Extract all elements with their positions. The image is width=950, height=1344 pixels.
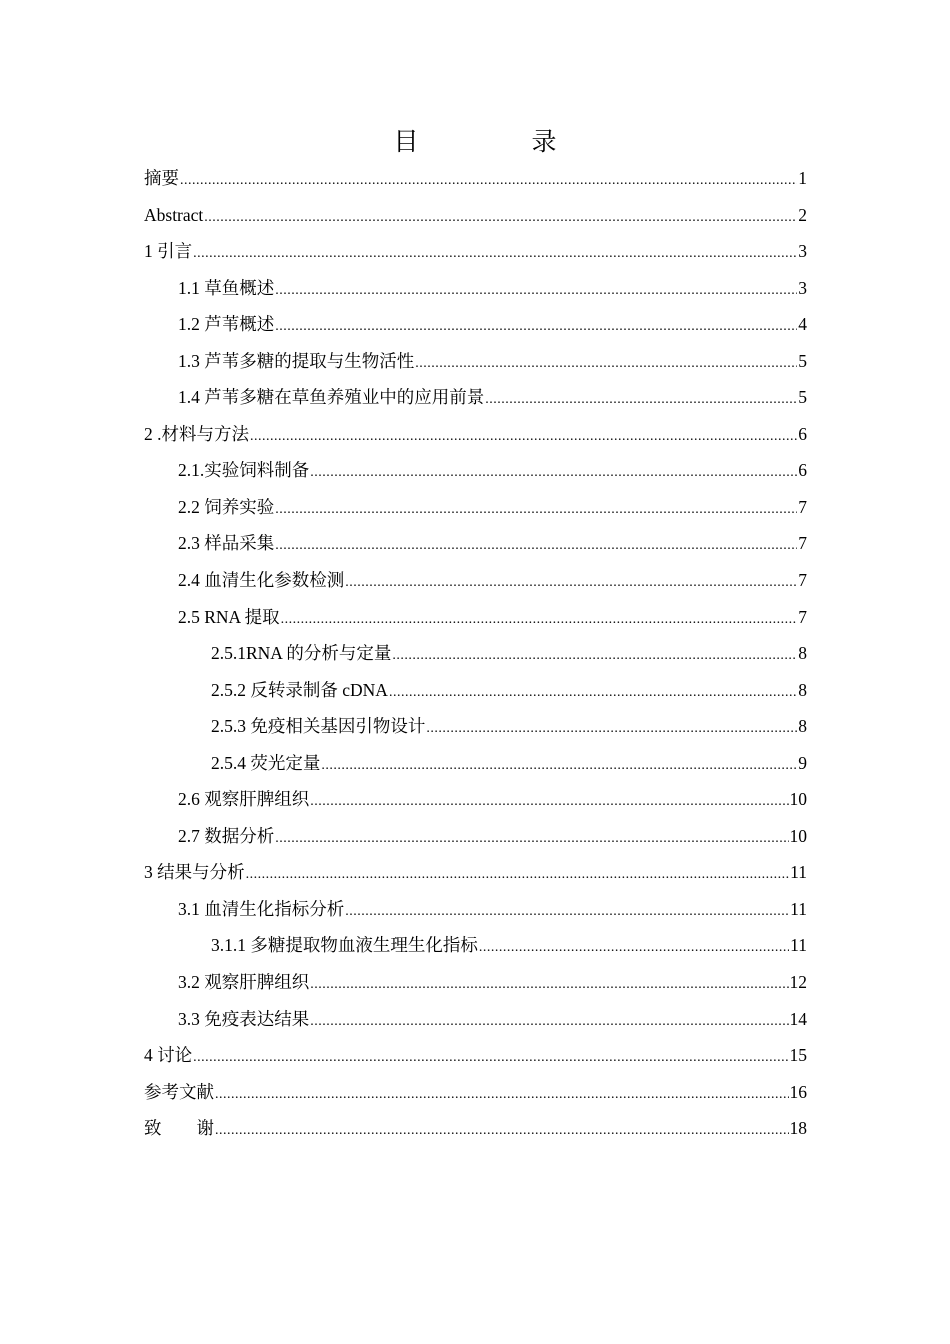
toc-entry-label: 2.5.3 免疫相关基因引物设计 — [211, 716, 426, 737]
toc-entry[interactable] — [144, 927, 807, 964]
toc-entry[interactable] — [144, 343, 807, 380]
toc-entry-label: 2.3 样品采集 — [178, 533, 275, 554]
toc-dot-leader — [250, 419, 797, 456]
toc-dot-leader — [275, 492, 797, 529]
toc-dot-leader — [321, 748, 797, 785]
toc-dot-leader — [345, 894, 789, 931]
toc-page-number: 18 — [789, 1118, 807, 1139]
toc-entry[interactable] — [144, 452, 807, 489]
toc-page-number: 5 — [798, 387, 807, 408]
toc-entry[interactable] — [144, 1037, 807, 1074]
toc-entry-label: 摘要 — [144, 168, 179, 188]
toc-dot-leader — [310, 784, 788, 821]
toc-entry[interactable] — [144, 270, 807, 307]
toc-entry-label: 3.2 观察肝脾组织 — [178, 972, 310, 993]
toc-entry-label: 1.1 草鱼概述 — [178, 277, 275, 298]
toc-entry[interactable] — [144, 1001, 807, 1038]
toc-dot-leader — [275, 309, 797, 346]
toc-dot-leader — [389, 675, 797, 712]
toc-entry-label: Abstract — [144, 204, 204, 225]
toc-page-number: 10 — [789, 825, 807, 846]
toc-dot-leader — [193, 1040, 788, 1077]
toc-entry[interactable] — [144, 489, 807, 526]
toc-entry-label: 4 讨论 — [144, 1045, 193, 1066]
toc-entry[interactable] — [144, 562, 807, 599]
toc-dot-leader — [426, 711, 797, 748]
toc-page-number: 2 — [798, 204, 807, 225]
toc-entry-label: 2.2 饲养实验 — [178, 496, 275, 517]
toc-page-number: 7 — [798, 570, 807, 591]
toc-entry[interactable] — [144, 854, 807, 891]
toc-entry[interactable] — [144, 416, 807, 453]
toc-dot-leader — [479, 930, 789, 967]
toc-page-number: 6 — [798, 460, 807, 481]
toc-entry-label: 1.4 芦苇多糖在草鱼养殖业中的应用前景 — [178, 387, 485, 408]
toc-dot-leader — [392, 638, 797, 675]
toc-entry[interactable] — [144, 745, 807, 782]
toc-page-number: 8 — [798, 716, 807, 737]
toc-entry[interactable] — [144, 818, 807, 855]
toc-page-number: 7 — [798, 606, 807, 627]
toc-entry-label: 2.5.1RNA 的分析与定量 — [211, 643, 392, 664]
toc-entry[interactable] — [144, 672, 807, 709]
toc-dot-leader — [485, 382, 797, 419]
toc-dot-leader — [310, 967, 788, 1004]
toc-page-number: 3 — [798, 277, 807, 298]
toc-dot-leader — [215, 1113, 789, 1150]
toc-page-number: 10 — [789, 789, 807, 810]
toc-entry-label: 2.4 血清生化参数检测 — [178, 570, 345, 591]
toc-page-number: 8 — [798, 679, 807, 700]
toc-entry-label: 2.5 RNA 提取 — [178, 606, 280, 627]
toc-entry[interactable] — [144, 599, 807, 636]
toc-page-number: 12 — [789, 972, 807, 993]
toc-entry-label: 1.2 芦苇概述 — [178, 314, 275, 335]
toc-dot-leader — [275, 273, 797, 310]
toc-page-number: 15 — [789, 1045, 807, 1066]
toc-dot-leader — [345, 565, 797, 602]
toc-entry-label: 2.5.2 反转录制备 cDNA — [211, 679, 388, 700]
toc-entry[interactable] — [144, 891, 807, 928]
toc-page-number: 5 — [798, 350, 807, 371]
toc-dot-leader — [415, 346, 797, 383]
toc-title: 目 录 — [393, 127, 601, 156]
toc-page-number: 11 — [790, 935, 807, 956]
toc-page-number: 1 — [798, 168, 807, 188]
toc-entry-label: 3.1.1 多糖提取物血液生理生化指标 — [211, 935, 478, 956]
toc-entry[interactable] — [144, 1110, 807, 1147]
toc-page-number: 4 — [798, 314, 807, 335]
toc-dot-leader — [215, 1077, 789, 1114]
toc-entry[interactable] — [144, 964, 807, 1001]
toc-dot-leader — [246, 857, 790, 894]
toc-list — [144, 160, 807, 1147]
toc-page-number: 7 — [798, 496, 807, 517]
toc-entry-label: 1.3 芦苇多糖的提取与生物活性 — [178, 350, 415, 371]
toc-page-number: 16 — [789, 1081, 807, 1102]
toc-dot-leader — [180, 163, 797, 200]
toc-entry[interactable] — [144, 379, 807, 416]
toc-entry-label: 2.5.4 荧光定量 — [211, 752, 321, 773]
toc-entry-label: 2.7 数据分析 — [178, 825, 275, 846]
toc-page-number: 11 — [790, 898, 807, 919]
toc-dot-leader — [275, 528, 797, 565]
toc-page-number: 8 — [798, 643, 807, 664]
toc-entry[interactable] — [144, 160, 807, 197]
toc-entry[interactable] — [144, 781, 807, 818]
toc-entry[interactable] — [144, 233, 807, 270]
toc-entry-label: 1 引言 — [144, 241, 193, 262]
toc-dot-leader — [275, 821, 788, 858]
toc-entry-label: 2 .材料与方法 — [144, 423, 249, 444]
toc-entry-label: 2.1.实验饲料制备 — [178, 460, 310, 481]
toc-page-number: 6 — [798, 423, 807, 444]
toc-dot-leader — [310, 455, 797, 492]
toc-entry[interactable] — [144, 525, 807, 562]
toc-entry-label: 参考文献 — [144, 1081, 214, 1102]
toc-entry-label: 致 谢 — [144, 1118, 214, 1139]
toc-dot-leader — [310, 1004, 788, 1041]
toc-page-number: 11 — [790, 862, 807, 883]
toc-entry[interactable] — [144, 708, 807, 745]
toc-page-number: 9 — [798, 752, 807, 773]
toc-dot-leader — [281, 602, 798, 639]
toc-entry[interactable] — [144, 306, 807, 343]
toc-dot-leader — [193, 236, 797, 273]
toc-page-number: 7 — [798, 533, 807, 554]
toc-entry[interactable] — [144, 635, 807, 672]
toc-entry-label: 3 结果与分析 — [144, 862, 245, 883]
toc-entry-label: 3.3 免疫表达结果 — [178, 1008, 310, 1029]
toc-entry-label: 2.6 观察肝脾组织 — [178, 789, 310, 810]
toc-page-number: 14 — [789, 1008, 807, 1029]
toc-entry[interactable] — [144, 1074, 807, 1111]
toc-entry[interactable] — [144, 197, 807, 234]
toc-entry-label: 3.1 血清生化指标分析 — [178, 898, 345, 919]
toc-dot-leader — [204, 200, 797, 237]
toc-page-number: 3 — [798, 241, 807, 262]
